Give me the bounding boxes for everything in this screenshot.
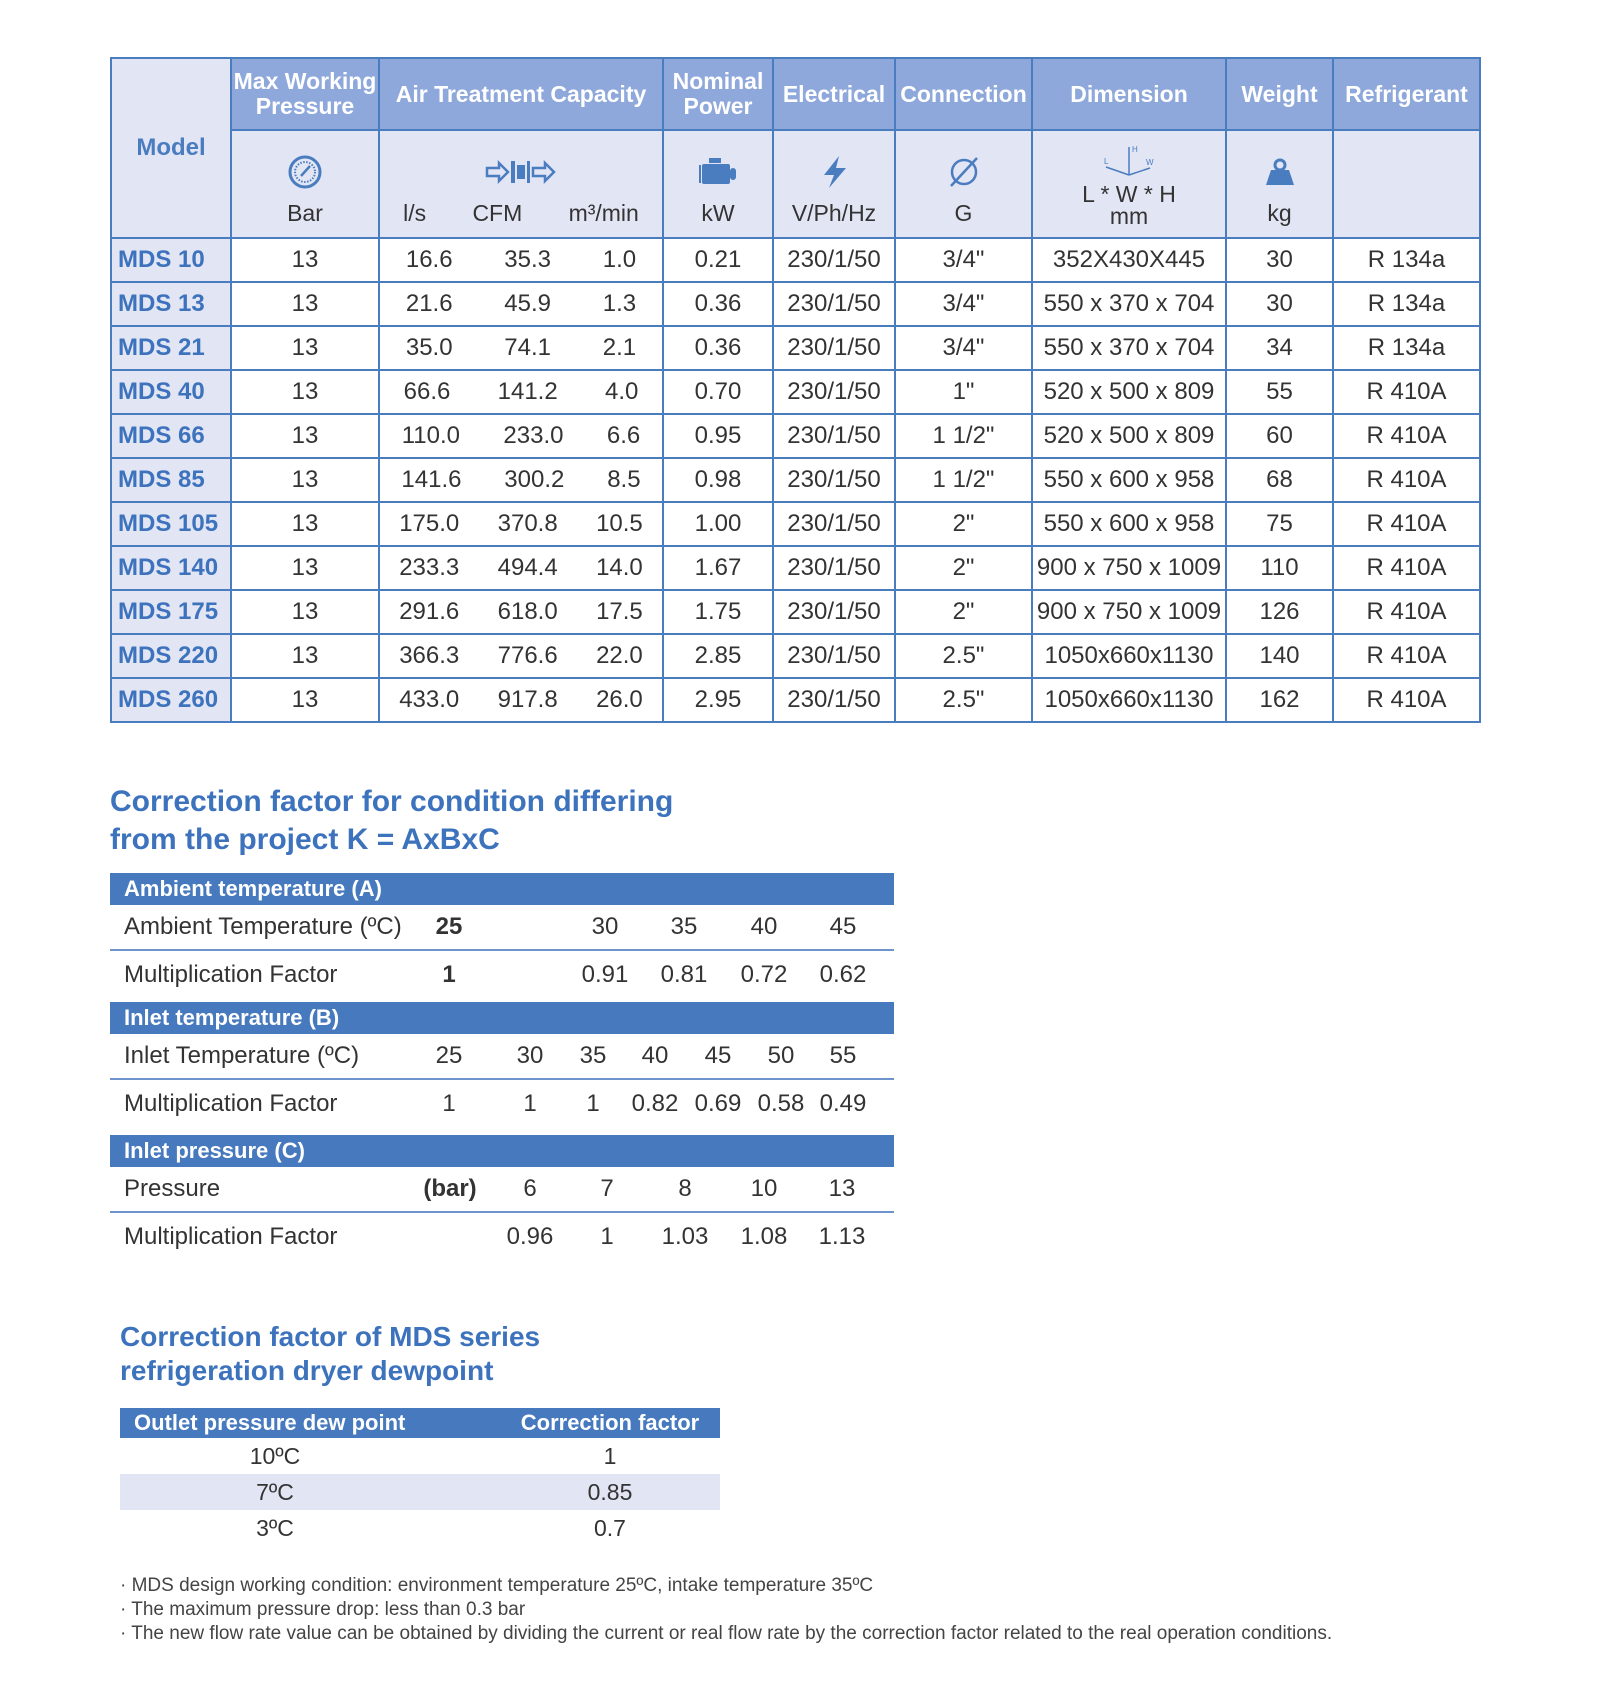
- electrical-cell: 230/1/50: [773, 370, 895, 414]
- value-cell: 30: [591, 913, 619, 940]
- power-cell: 0.70: [663, 370, 773, 414]
- power-cell: 0.95: [663, 414, 773, 458]
- electrical-cell: 230/1/50: [773, 546, 895, 590]
- connection-cell: 2": [895, 546, 1032, 590]
- connection-cell: 2": [895, 502, 1032, 546]
- value-cell: 1.03: [661, 1223, 709, 1250]
- connection-cell: 3/4": [895, 282, 1032, 326]
- value-cell: 1.08: [740, 1223, 788, 1250]
- ls-value: 233.3: [399, 554, 460, 581]
- row-label: Inlet Temperature (ºC): [124, 1042, 360, 1069]
- electrical-cell: 230/1/50: [773, 502, 895, 546]
- cfm-value: 141.2: [497, 378, 558, 405]
- pressure-unit-label: (bar): [423, 1175, 477, 1202]
- refrigerant-cell: R 410A: [1333, 414, 1480, 458]
- model-cell: MDS 40: [111, 370, 231, 414]
- motor-icon: [697, 152, 739, 192]
- inlet-temperature-table: [110, 1002, 894, 1124]
- dewpoint-title-line1: Correction factor of MDS series: [120, 1321, 541, 1352]
- value-cell: 6: [523, 1175, 537, 1202]
- value-cell: 25: [435, 1042, 463, 1069]
- ambient-temperature-table: [110, 873, 894, 995]
- table-row: [111, 546, 1480, 590]
- electrical-cell: 230/1/50: [773, 590, 895, 634]
- weight-cell: 75: [1226, 502, 1333, 546]
- dewpoint-title-line2: refrigeration dryer dewpoint: [120, 1355, 494, 1386]
- row-label: Multiplication Factor: [124, 1223, 338, 1250]
- m3min-value: 22.0: [596, 642, 643, 669]
- refrigerant-header: Refrigerant: [1333, 58, 1480, 130]
- power-cell: 1.75: [663, 590, 773, 634]
- ls-value: 16.6: [405, 246, 453, 273]
- value-cell: 13: [828, 1175, 856, 1202]
- inlet-temp-row: [110, 1034, 894, 1080]
- dew-point-cell: 3ºC: [256, 1515, 294, 1541]
- pressure-cell: 13: [231, 282, 379, 326]
- dewpoint-row: [120, 1510, 720, 1546]
- power-unit-cell: [663, 130, 773, 238]
- value-cell: 55: [829, 1042, 857, 1069]
- refrigerant-cell: R 410A: [1333, 502, 1480, 546]
- pressure-cell: 13: [231, 414, 379, 458]
- footnote: · MDS design working condition: environment temperature 25ºC, intake temperature 35ºC: [120, 1575, 874, 1596]
- weight-icon: [1263, 152, 1297, 192]
- dimension-unit-lwh: L * W * H: [1082, 181, 1176, 207]
- value-cell: 0.49: [819, 1090, 867, 1117]
- weight-cell: 126: [1226, 590, 1333, 634]
- value-cell: 0.96: [506, 1223, 554, 1250]
- table-row: [111, 678, 1480, 722]
- dewpoint-title: [120, 1320, 540, 1388]
- inlet-temp-factor-row: [110, 1080, 894, 1124]
- capacity-cell: [379, 238, 663, 282]
- power-cell: 0.98: [663, 458, 773, 502]
- dew-point-cell: 10ºC: [249, 1443, 301, 1469]
- inlet-pressure-table: [110, 1135, 894, 1257]
- dewpoint-table: [120, 1408, 720, 1546]
- refrigerant-cell: R 410A: [1333, 634, 1480, 678]
- footnotes: [120, 1574, 1332, 1646]
- value-cell: 1: [523, 1090, 537, 1117]
- weight-unit-cell: [1226, 130, 1333, 238]
- dimension-cell: 520 x 500 x 809: [1032, 414, 1226, 458]
- power-cell: 0.36: [663, 282, 773, 326]
- power-cell: 2.95: [663, 678, 773, 722]
- weight-cell: 30: [1226, 238, 1333, 282]
- electrical-unit: V/Ph/Hz: [791, 200, 877, 226]
- model-cell: MDS 66: [111, 414, 231, 458]
- model-header: Model: [111, 58, 231, 238]
- dimension-cell: 900 x 750 x 1009: [1032, 590, 1226, 634]
- m3min-value: 14.0: [596, 554, 643, 581]
- dimension-cell: 1050x660x1130: [1032, 634, 1226, 678]
- nominal-power-header: Nominal Power: [663, 58, 773, 130]
- table-row: [111, 414, 1480, 458]
- lightning-bolt-icon: [819, 152, 849, 192]
- value-cell: 35: [579, 1042, 607, 1069]
- ls-value: 175.0: [399, 510, 460, 537]
- inlet-temp-band: Inlet temperature (B): [110, 1002, 894, 1034]
- pressure-factor-row: [110, 1213, 894, 1257]
- pressure-unit: Bar: [287, 200, 323, 226]
- m3min-value: 17.5: [596, 598, 643, 625]
- cfm-value: 494.4: [497, 554, 558, 581]
- electrical-header: Electrical: [773, 58, 895, 130]
- correction-title: [110, 783, 673, 859]
- model-cell: MDS 105: [111, 502, 231, 546]
- value-cell: 0.69: [694, 1090, 742, 1117]
- refrigerant-cell: R 410A: [1333, 678, 1480, 722]
- dimension-cell: 550 x 600 x 958: [1032, 502, 1226, 546]
- electrical-cell: 230/1/50: [773, 326, 895, 370]
- spec-table: [110, 57, 1481, 723]
- connection-cell: 2.5": [895, 634, 1032, 678]
- footnote: · The new flow rate value can be obtained by dividing the current or real flow rate by the correction factor related to the real operation conditions.: [120, 1623, 1333, 1644]
- capacity-cell: [379, 414, 663, 458]
- svg-text:W: W: [1146, 158, 1154, 167]
- model-cell: MDS 175: [111, 590, 231, 634]
- row-label: Multiplication Factor: [124, 961, 338, 988]
- table-row: [111, 282, 1480, 326]
- value-cell: 45: [704, 1042, 732, 1069]
- cfm-value: 74.1: [504, 334, 552, 361]
- cfm-value: 35.3: [504, 246, 552, 273]
- value-cell: 8: [678, 1175, 692, 1202]
- cfm-unit: CFM: [472, 200, 523, 226]
- dewpoint-header-row: [120, 1408, 720, 1438]
- dimension-cell: 1050x660x1130: [1032, 678, 1226, 722]
- weight-cell: 60: [1226, 414, 1333, 458]
- electrical-cell: 230/1/50: [773, 414, 895, 458]
- pressure-cell: 13: [231, 634, 379, 678]
- power-cell: 2.85: [663, 634, 773, 678]
- unit-row: [111, 130, 1480, 238]
- weight-cell: 68: [1226, 458, 1333, 502]
- correction-title-line2: from the project K = AxBxC: [110, 823, 500, 856]
- connection-header: Connection: [895, 58, 1032, 130]
- refrigerant-cell: R 134a: [1333, 282, 1480, 326]
- value-cell: 10: [750, 1175, 778, 1202]
- max-working-pressure-header: Max Working Pressure: [231, 58, 379, 130]
- value-cell: 40: [750, 913, 778, 940]
- capacity-cell: [379, 546, 663, 590]
- connection-unit-cell: [895, 130, 1032, 238]
- dimension-cell: 900 x 750 x 1009: [1032, 546, 1226, 590]
- model-cell: MDS 260: [111, 678, 231, 722]
- value-cell: 0.62: [819, 961, 867, 988]
- m3min-value: 2.1: [602, 334, 637, 361]
- capacity-cell: [379, 282, 663, 326]
- weight-unit: kg: [1267, 200, 1292, 226]
- table-row: [111, 634, 1480, 678]
- refrigerant-cell: R 410A: [1333, 590, 1480, 634]
- capacity-cell: [379, 458, 663, 502]
- refrigerant-cell: R 410A: [1333, 458, 1480, 502]
- dimension-cell: 550 x 370 x 704: [1032, 326, 1226, 370]
- electrical-cell: 230/1/50: [773, 458, 895, 502]
- table-row: [111, 326, 1480, 370]
- gauge-icon: [287, 152, 323, 192]
- dewpoint-row: [120, 1438, 720, 1474]
- pressure-cell: 13: [231, 590, 379, 634]
- power-cell: 0.21: [663, 238, 773, 282]
- cfm-value: 776.6: [497, 642, 558, 669]
- capacity-cell: [379, 634, 663, 678]
- value-cell: 0.81: [660, 961, 708, 988]
- electrical-unit-cell: [773, 130, 895, 238]
- electrical-cell: 230/1/50: [773, 634, 895, 678]
- ls-value: 366.3: [399, 642, 460, 669]
- kw-unit: kW: [701, 200, 735, 226]
- m3min-unit: m³/min: [568, 200, 639, 226]
- m3min-value: 1.3: [602, 290, 637, 317]
- table-row: [111, 458, 1480, 502]
- pressure-row: [110, 1167, 894, 1213]
- weight-cell: 162: [1226, 678, 1333, 722]
- connection-cell: 1 1/2": [895, 458, 1032, 502]
- value-cell: 40: [641, 1042, 669, 1069]
- dimension-unit-mm: mm: [1109, 203, 1149, 229]
- dew-point-cell: 7ºC: [256, 1479, 294, 1505]
- ls-value: 35.0: [405, 334, 453, 361]
- value-cell: 50: [767, 1042, 795, 1069]
- weight-cell: 55: [1226, 370, 1333, 414]
- ambient-factor-row: [110, 951, 894, 995]
- value-cell: 0.58: [757, 1090, 805, 1117]
- header-row: [111, 58, 1480, 130]
- electrical-cell: 230/1/50: [773, 678, 895, 722]
- refrigerant-cell: R 134a: [1333, 326, 1480, 370]
- dimension-cell: 352X430X445: [1032, 238, 1226, 282]
- svg-text:H: H: [1132, 145, 1138, 154]
- pressure-cell: 13: [231, 678, 379, 722]
- connection-cell: 3/4": [895, 238, 1032, 282]
- model-cell: MDS 140: [111, 546, 231, 590]
- m3min-value: 8.5: [607, 466, 641, 493]
- ls-value: 141.6: [401, 466, 462, 493]
- value-cell: 7: [600, 1175, 614, 1202]
- air-treatment-capacity-header: Air Treatment Capacity: [379, 58, 663, 130]
- power-cell: 0.36: [663, 326, 773, 370]
- correction-factor-cell: 0.85: [587, 1479, 633, 1505]
- dimension-header: Dimension: [1032, 58, 1226, 130]
- model-cell: MDS 10: [111, 238, 231, 282]
- value-cell: 1: [442, 1090, 456, 1117]
- connection-unit: G: [954, 200, 973, 226]
- m3min-value: 1.0: [602, 246, 637, 273]
- row-label: Ambient Temperature (ºC): [124, 913, 402, 940]
- cfm-value: 45.9: [504, 290, 552, 317]
- dimension-cell: 550 x 600 x 958: [1032, 458, 1226, 502]
- refrigerant-cell: R 410A: [1333, 370, 1480, 414]
- weight-cell: 30: [1226, 282, 1333, 326]
- value-cell: 0.91: [581, 961, 629, 988]
- weight-cell: 110: [1226, 546, 1333, 590]
- cfm-value: 233.0: [503, 422, 564, 449]
- ls-value: 291.6: [399, 598, 460, 625]
- value-cell: 1.13: [818, 1223, 866, 1250]
- electrical-cell: 230/1/50: [773, 282, 895, 326]
- row-label: Pressure: [124, 1175, 221, 1202]
- table-row: [111, 502, 1480, 546]
- capacity-unit-cell: [379, 130, 663, 238]
- power-cell: 1.67: [663, 546, 773, 590]
- svg-text:L: L: [1104, 157, 1109, 166]
- table-row: [111, 590, 1480, 634]
- lwh-axes-icon: [1094, 141, 1164, 181]
- value-cell: 1: [586, 1090, 600, 1117]
- footnote: · The maximum pressure drop: less than 0.3 bar: [120, 1599, 526, 1620]
- weight-cell: 34: [1226, 326, 1333, 370]
- electrical-cell: 230/1/50: [773, 238, 895, 282]
- refrigerant-cell: R 134a: [1333, 238, 1480, 282]
- dimension-cell: 550 x 370 x 704: [1032, 282, 1226, 326]
- value-cell: 30: [516, 1042, 544, 1069]
- weight-cell: 140: [1226, 634, 1333, 678]
- value-cell: 35: [670, 913, 698, 940]
- cfm-value: 618.0: [497, 598, 558, 625]
- m3min-value: 10.5: [596, 510, 643, 537]
- ambient-band: Ambient temperature (A): [110, 873, 894, 905]
- m3min-value: 26.0: [596, 686, 643, 713]
- dimension-cell: 520 x 500 x 809: [1032, 370, 1226, 414]
- weight-header: Weight: [1226, 58, 1333, 130]
- ls-value: 110.0: [401, 422, 460, 449]
- correction-title-line1: Correction factor for condition differing: [110, 785, 674, 818]
- pressure-unit-cell: [231, 130, 379, 238]
- value-cell: 45: [829, 913, 857, 940]
- dimension-unit-cell: [1032, 130, 1226, 238]
- value-cell: 1: [600, 1223, 614, 1250]
- pressure-cell: 13: [231, 370, 379, 414]
- cfm-value: 917.8: [497, 686, 558, 713]
- inlet-pressure-band: Inlet pressure (C): [110, 1135, 894, 1167]
- pressure-cell: 13: [231, 238, 379, 282]
- ls-value: 21.6: [405, 290, 453, 317]
- airflow-filter-icon: [485, 152, 557, 192]
- pressure-cell: 13: [231, 502, 379, 546]
- diameter-icon: [947, 152, 981, 192]
- cfm-value: 300.2: [504, 466, 565, 493]
- correction-factor-cell: 1: [603, 1443, 617, 1469]
- connection-cell: 1 1/2": [895, 414, 1032, 458]
- cfm-value: 370.8: [497, 510, 558, 537]
- table-row: [111, 370, 1480, 414]
- value-cell: 25: [435, 913, 463, 940]
- value-cell: 0.72: [740, 961, 788, 988]
- model-cell: MDS 13: [111, 282, 231, 326]
- dew-point-column-header: Outlet pressure dew point: [134, 1410, 406, 1435]
- model-cell: MDS 220: [111, 634, 231, 678]
- m3min-value: 6.6: [606, 422, 641, 449]
- refrigerant-unit-cell: [1333, 130, 1480, 238]
- table-row: [111, 238, 1480, 282]
- connection-cell: 3/4": [895, 326, 1032, 370]
- row-label: Multiplication Factor: [124, 1090, 338, 1117]
- correction-factor-cell: 0.7: [594, 1515, 626, 1541]
- value-cell: 1: [442, 961, 456, 988]
- ls-value: 66.6: [403, 378, 451, 405]
- capacity-cell: [379, 326, 663, 370]
- ls-unit: l/s: [403, 200, 427, 226]
- power-cell: 1.00: [663, 502, 773, 546]
- dewpoint-row: [120, 1474, 720, 1510]
- connection-cell: 2": [895, 590, 1032, 634]
- refrigerant-cell: R 410A: [1333, 546, 1480, 590]
- pressure-cell: 13: [231, 326, 379, 370]
- m3min-value: 4.0: [604, 378, 639, 405]
- connection-cell: 1": [895, 370, 1032, 414]
- capacity-cell: [379, 590, 663, 634]
- connection-cell: 2.5": [895, 678, 1032, 722]
- capacity-cell: [379, 678, 663, 722]
- capacity-cell: [379, 502, 663, 546]
- capacity-cell: [379, 370, 663, 414]
- model-cell: MDS 85: [111, 458, 231, 502]
- ls-value: 433.0: [399, 686, 460, 713]
- correction-factor-column-header: Correction factor: [520, 1410, 700, 1435]
- value-cell: 0.82: [631, 1090, 679, 1117]
- model-cell: MDS 21: [111, 326, 231, 370]
- pressure-cell: 13: [231, 458, 379, 502]
- pressure-cell: 13: [231, 546, 379, 590]
- ambient-temp-row: [110, 905, 894, 951]
